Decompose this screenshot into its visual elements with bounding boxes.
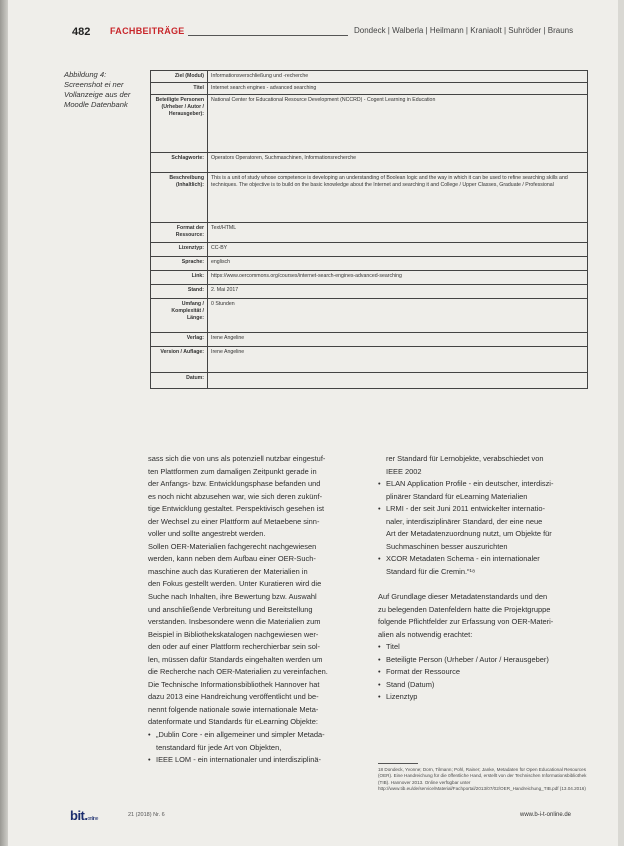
table-row [151,257,588,271]
footer-url: www.b-i-t-online.de [520,812,572,818]
table-row [151,373,588,389]
page-number: 482 [72,26,91,38]
footnote-rule [378,763,418,764]
table-row [151,153,588,173]
text-line: der Anfangs- bzw. Entwicklungsphase befanden und [148,479,321,489]
text-line: • Titel [378,641,592,654]
text-line: Auf Grundlage dieser Metadatenstandards und den [378,592,548,602]
table-value: Irene Angeline [208,347,588,373]
table-key: Lizenztyp: [151,243,208,257]
table-key: Umfang / Komplexität / Länge: [151,299,208,333]
table-row [151,223,588,243]
text-line: den oder auf einer Plattform recherchierbar sein sol- [148,642,320,652]
table-key: Ziel (Modul) [151,71,208,83]
text-line: zu belegenden Datenfeldern hatte die Projektgruppe [378,604,551,614]
table-key: Beschreibung (Inhaltlich): [151,173,208,223]
text-line: sass sich die von uns als potenziell nutzbar eingestuf- [148,454,326,463]
text-line: plinärer Standard für eLearning Materialien [386,491,528,501]
table-row [151,83,588,95]
text-line: • Lizenztyp [378,691,592,704]
text-line: Suchmaschinen besser auszurichten [386,541,508,551]
issue-info: 21 (2018) Nr. 6 [128,812,165,818]
table-value: https://www.oercommons.org/courses/internet-search-engines-advanced-searching [208,271,588,285]
text-line: Beispiel in Bibliothekskatalogen nachgewiesen wer- [148,629,319,639]
text-line: nennt folgende nationale sowie internationale Meta- [148,704,319,714]
table-value: 2. Mai 2017 [208,285,588,299]
text-line: und anschließende Verbreitung und Bereitstellung [148,604,313,614]
table-value: 0 Stunden [208,299,588,333]
text-line: es noch nicht abzusehen war, wie sich deren zukünf- [148,491,323,501]
text-line: • Format der Ressource [378,666,592,679]
table-row [151,271,588,285]
logo-text: bit. [70,808,88,823]
text-line: der Wechsel zu einer Plattform auf Metaebene sinn- [148,516,320,526]
table-key: Sprache: [151,257,208,271]
text-line: Die Technische Informationsbibliothek Hannover hat [148,679,320,689]
logo-suffix: online [87,816,98,822]
table-key: Version / Auflage: [151,347,208,373]
spacer [378,578,592,591]
page-gutter-shadow [0,0,8,846]
header-rule [188,35,348,36]
text-line: voller und sollte angestrebt werden. [148,529,266,539]
text-line: Sollen OER-Materialien fachgerecht nachgewiesen [148,541,317,551]
header-authors: Dondeck | Walberla | Heilmann | Kraniaolt | Suhröder | Brauns [354,26,574,35]
table-value: National Center for Educational Resource Development (NCCRD) - Cogent Learning in Education [208,95,588,153]
text-line: • LRMI - der seit Juni 2011 entwickelter internatio- [378,503,592,516]
table-value: Internet search engines - advanced searching [208,83,588,95]
table-row [151,173,588,223]
body-left-column [148,453,366,767]
text-line: dazu 2013 eine Handreichung veröffentlicht und be- [148,692,319,702]
table-row [151,285,588,299]
footnote: 18 Dondeck, Yvonne; Dorn, Tilmann; Pohl, Rainer; Janke, Metadaten für Open Educational Resources (OER). Eine Handreichung für die öffentliche Hand, erstellt von der Technischen Informationsbibliothek (TIB). Hannover 2013. Online verfügbar unter http://www.tib.eu/de/service/Material/Fachportal/2013/07/02/OER_Handreichung_TIB.pdf (13.04.2016) [378,767,587,792]
text-line: folgende Pflichtfelder zur Erfassung von OER-Materi- [378,617,554,627]
text-line: tenstandard für jede Art von Objekten, [156,742,282,752]
text-line: • XCOR Metadaten Schema - ein internationaler [378,553,592,566]
table-row [151,95,588,153]
text-line: rer Standard für Lernobjekte, verabschiedet von [386,454,544,463]
section-title: FACHBEITRÄGE [110,26,185,36]
table-value: CC-BY [208,243,588,257]
text-line: • Beteiligte Person (Urheber / Autor / Herausgeber) [378,654,592,667]
text-line: maschine auch das Kuratieren der Materialien in [148,566,308,576]
text-line: tige Entwicklung gestaltet. Perspektivisch gesehen ist [148,504,325,514]
text-line: die Recherche nach OER-Materialien zu vereinfachen. [148,667,328,677]
metadata-table [150,70,588,389]
body-right-column [378,453,592,704]
text-line: werden, kann neben dem Aufbau einer OER-Such- [148,554,316,564]
figure-caption: Abbildung 4: Screenshot ei ner Vollanzeige aus der Moodle Datenbank [64,70,131,109]
table-row [151,243,588,257]
text-line: len, müssen dafür Standards eingehalten werden um [148,654,323,664]
table-row [151,71,588,83]
text-line: • Stand (Datum) [378,679,592,692]
table-value: Irene Angeline [208,333,588,347]
text-line: IEEE 2002 [386,466,422,476]
text-line: naler, interdisziplinärer Standard, der eine neue [386,516,543,526]
text-line: Suche nach Inhalten, ihre Bewertung bzw. Auswahl [148,592,317,602]
table-row [151,347,588,373]
table-key: Stand: [151,285,208,299]
text-line: Art der Metadatenzuordnung nutzt, um Objekte für [386,529,552,539]
table-key: Beteiligte Personen (Urheber / Autor / Herausgeber): [151,95,208,153]
text-line: ten Plattformen zum damaligen Zeitpunkt gerade in [148,466,317,476]
table-key: Format der Ressource: [151,223,208,243]
table-key: Verlag: [151,333,208,347]
table-value: englisch [208,257,588,271]
bit-online-logo [70,808,98,823]
table-value: Informationsverschließung und -recherche [208,71,588,83]
table-row [151,299,588,333]
table-row [151,333,588,347]
text-line: • IEEE LOM - ein internationaler und interdisziplinä- [148,754,366,767]
text-line: alien als notwendig erachtet: [378,629,473,639]
text-line: Standard für die Cremin.“¹⁸ [386,566,476,576]
table-value [208,373,588,389]
table-key: Datum: [151,373,208,389]
text-line: den Fokus gestellt werden. Unter Kuratieren wird die [148,579,322,589]
table-key: Link: [151,271,208,285]
table-value: Text/HTML [208,223,588,243]
table-key: Titel [151,83,208,95]
text-line: verstanden. Insbesondere wenn die Materialien zum [148,617,321,627]
text-line: datenformate und Standards für eLearning Objekte: [148,717,318,727]
table-value: This is a unit of study whose competence is developing an understanding of Boolean logic and the way in which it can be used to refine searching skills and techniques. The objective is to build on the basic knowledge about the Internet and searching it and College / Upper Classes, Graduate / Professional [208,173,588,223]
text-line: • ELAN Application Profile - ein deutscher, interdiszi- [378,478,592,491]
table-value: Operators Operatoren, Suchmaschinen, Informationsrecherche [208,153,588,173]
text-line: • „Dublin Core - ein allgemeiner und simpler Metada- [148,729,366,742]
table-key: Schlagworte: [151,153,208,173]
